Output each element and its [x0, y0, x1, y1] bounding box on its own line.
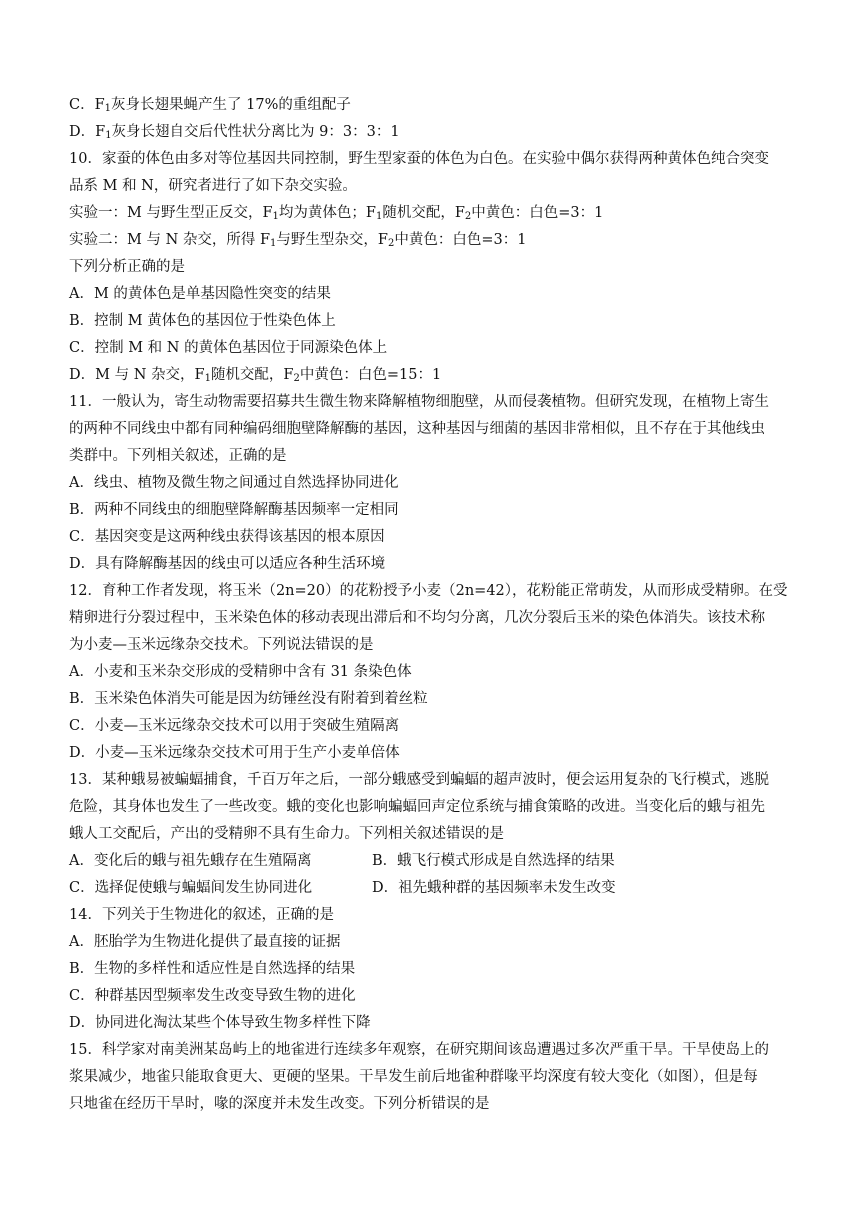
q13-stem-line3: 蛾人工交配后，产出的受精卵不具有生命力。下列相关叙述错误的是	[69, 826, 504, 842]
q14-option-d: D．协同进化淘汰某些个体导致生物多样性下降	[69, 1015, 371, 1031]
q13-option-d: D．祖先蛾种群的基因频率未发生改变	[372, 880, 616, 896]
q12-option-b: B．玉米染色体消失可能是因为纺锤丝没有附着到着丝粒	[69, 691, 428, 707]
q11-stem-line1: 11．一般认为，寄生动物需要招募共生微生物来降解植物细胞壁，从而侵袭植物。但研究发现，在植物上寄生	[69, 394, 769, 410]
q11-option-b: B．两种不同线虫的细胞壁降解酶基因频率一定相同	[69, 502, 399, 518]
q13-option-a: A．变化后的蛾与祖先蛾存在生殖隔离	[69, 853, 312, 869]
q13-stem-line1: 13．某种蛾易被蝙蝠捕食，千百万年之后，一部分蛾感受到蝙蝠的超声波时，便会运用复杂的飞行模式，逃脱	[69, 772, 769, 788]
q15-stem-line3: 只地雀在经历干旱时，喙的深度并未发生改变。下列分析错误的是	[69, 1096, 490, 1112]
q11-option-d: D．具有降解酶基因的线虫可以适应各种生活环境	[69, 556, 386, 572]
q14-stem: 14．下列关于生物进化的叙述，正确的是	[69, 907, 334, 923]
q10-experiment-2: 实验二：M 与 N 杂交，所得 $F_1$与野生型杂交，$F_2$中黄色：白色=3：1	[69, 232, 527, 249]
q10-question: 下列分析正确的是	[69, 259, 185, 275]
q11-option-c: C．基因突变是这两种线虫获得该基因的根本原因	[69, 529, 385, 545]
q12-stem-line3: 为小麦—玉米远缘杂交技术。下列说法错误的是	[69, 637, 374, 653]
q10-stem-line2: 品系 M 和 N，研究者进行了如下杂交实验。	[69, 178, 357, 194]
q11-option-a: A．线虫、植物及微生物之间通过自然选择协同进化	[69, 475, 399, 491]
q15-stem-line2: 浆果减少，地雀只能取食更大、更硬的坚果。干旱发生前后地雀种群喙平均深度有较大变化（如图），但是每	[69, 1069, 758, 1085]
q12-stem-line1: 12．育种工作者发现，将玉米（2n=20）的花粉授予小麦（2n=42），花粉能正常萌发，从而形成受精卵。在受	[69, 583, 788, 599]
q12-option-c: C．小麦—玉米远缘杂交技术可以用于突破生殖隔离	[69, 718, 400, 734]
q12-option-d: D．小麦—玉米远缘杂交技术可用于生产小麦单倍体	[69, 745, 400, 761]
q13-option-c: C．选择促使蛾与蝙蝠间发生协同进化	[69, 880, 313, 896]
q9-option-d: D．$F_1$灰身长翅自交后代性状分离比为 9：3：3：1	[69, 124, 400, 141]
q13-stem-line2: 危险，其身体也发生了一些改变。蛾的变化也影响蝙蝠回声定位系统与捕食策略的改进。当变化后的蛾与祖先	[69, 799, 765, 815]
q14-option-c: C．种群基因型频率发生改变导致生物的进化	[69, 988, 356, 1004]
q12-stem-line2: 精卵进行分裂过程中，玉米染色体的移动表现出滞后和不均匀分离，几次分裂后玉米的染色体消失。该技术称	[69, 610, 765, 626]
q14-option-a: A．胚胎学为生物进化提供了最直接的证据	[69, 934, 341, 950]
q15-stem-line1: 15．科学家对南美洲某岛屿上的地雀进行连续多年观察，在研究期间该岛遭遇过多次严重干旱。干旱使岛上的	[69, 1042, 769, 1058]
q10-option-b: B．控制 M 黄体色的基因位于性染色体上	[69, 313, 336, 329]
q14-option-b: B．生物的多样性和适应性是自然选择的结果	[69, 961, 356, 977]
q12-option-a: A．小麦和玉米杂交形成的受精卵中含有 31 条染色体	[69, 664, 412, 680]
q10-option-d: D．M 与 N 杂交，$F_1$随机交配，$F_2$中黄色：白色=15：1	[69, 367, 442, 384]
q13-option-b: B．蛾飞行模式形成是自然选择的结果	[372, 853, 615, 869]
q11-stem-line3: 类群中。下列相关叙述，正确的是	[69, 448, 287, 464]
q10-option-c: C．控制 M 和 N 的黄体色基因位于同源染色体上	[69, 340, 388, 356]
q11-stem-line2: 的两种不同线虫中都有同种编码细胞壁降解酶的基因，这种基因与细菌的基因非常相似，且不存在于其他线虫	[69, 421, 765, 437]
q10-experiment-1: 实验一：M 与野生型正反交，$F_1$均为黄体色；$F_1$随机交配，$F_2$中黄色：白色=3：1	[69, 205, 604, 222]
q10-option-a: A．M 的黄体色是单基因隐性突变的结果	[69, 286, 331, 302]
q10-stem-line1: 10．家蚕的体色由多对等位基因共同控制，野生型家蚕的体色为白色。在实验中偶尔获得两种黄体色纯合突变	[69, 151, 769, 167]
q9-option-c: C．$F_1$灰身长翅果蝇产生了 17%的重组配子	[69, 97, 351, 114]
